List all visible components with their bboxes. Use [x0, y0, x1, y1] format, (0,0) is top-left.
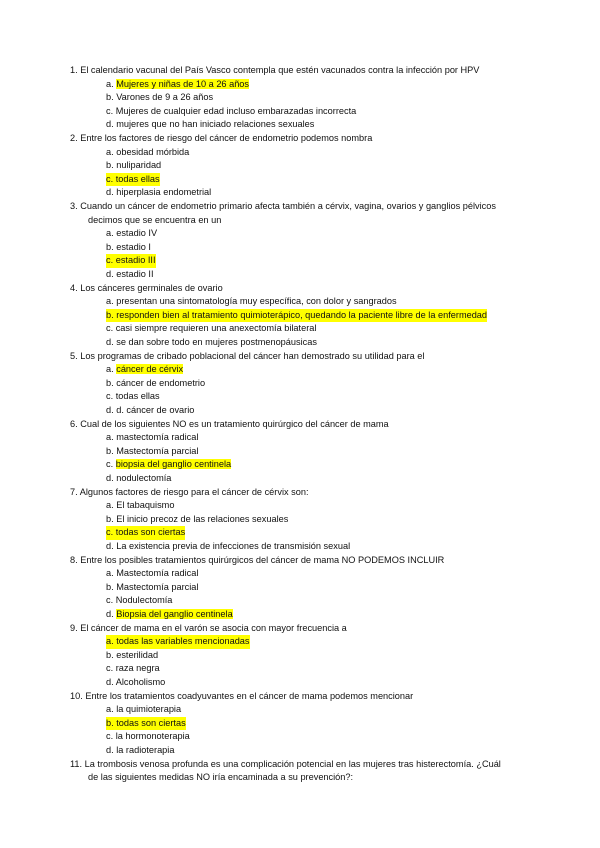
question-text: 3. Cuando un cáncer de endometrio primario afecta también a cérvix, vagina, ovarios y ganglios pélvicos: [70, 201, 496, 211]
answer-option: [106, 594, 172, 608]
option-text: obesidad mórbida: [116, 146, 190, 157]
option-text: nuliparidad: [116, 160, 162, 171]
highlighted-answer: biopsia del ganglio centinela: [115, 459, 232, 470]
answer-option: [106, 717, 186, 731]
option-prefix: d.: [106, 119, 117, 130]
option-text: mujeres que no han iniciado relaciones sexuales: [116, 119, 315, 130]
answer-option: [106, 295, 397, 309]
answer-option: [106, 254, 156, 268]
option-prefix: a.: [106, 364, 117, 375]
answer-option: [106, 458, 231, 472]
option-prefix: d.: [106, 745, 117, 755]
question-3: [70, 200, 540, 227]
answer-option: [106, 431, 198, 445]
option-text: se dan sobre todo en mujeres postmenopáusicas: [116, 337, 317, 347]
question-text: 1. El calendario vacunal del País Vasco contempla que estén vacunados contra la infección por HPV: [70, 65, 480, 75]
option-prefix: c.: [106, 663, 116, 674]
option-text: nodulectomía: [116, 473, 172, 483]
option-prefix: c.: [106, 731, 116, 742]
highlighted-answer: estadio III: [115, 255, 156, 266]
option-prefix: c.: [106, 527, 116, 538]
option-text: la quimioterapia: [116, 704, 182, 715]
option-text: la hormonoterapia: [115, 731, 190, 742]
answer-option: [106, 146, 189, 160]
question-text: 9. El cáncer de mama en el varón se asocia con mayor frecuencia a: [70, 622, 347, 633]
option-prefix: b.: [106, 513, 117, 524]
answer-option: [106, 159, 161, 173]
option-prefix: b.: [106, 309, 117, 320]
option-text: Nodulectomía: [115, 595, 173, 606]
option-prefix: c.: [106, 105, 116, 116]
option-text: Mastectomía parcial: [116, 581, 199, 592]
option-prefix: a.: [106, 500, 117, 511]
answer-option: [106, 744, 174, 758]
highlighted-answer: Biopsia del ganglio centinela: [116, 609, 233, 619]
answer-option: [106, 227, 157, 241]
answer-option: [106, 78, 249, 92]
option-prefix: c.: [106, 595, 116, 606]
highlighted-answer: responden bien al tratamiento quimioterápico, quedando la paciente libre de la enfermedad: [116, 309, 488, 320]
answer-option: [106, 118, 314, 132]
answer-option: [106, 581, 198, 595]
option-prefix: a.: [106, 296, 117, 307]
option-prefix: a.: [106, 568, 117, 579]
answer-option: [106, 499, 174, 513]
option-text: mastectomía radical: [116, 432, 199, 443]
question-text: 7. Algunos factores de riesgo para el cáncer de cérvix son:: [70, 486, 309, 497]
option-prefix: d.: [106, 405, 117, 415]
option-prefix: b.: [106, 649, 117, 660]
option-prefix: d.: [106, 337, 117, 347]
question-text: 5. Los programas de cribado poblacional del cáncer han demostrado su utilidad para el: [70, 350, 425, 361]
question-8: [70, 554, 540, 568]
option-prefix: b.: [106, 92, 117, 103]
option-prefix: b.: [106, 241, 117, 252]
option-prefix: c.: [106, 459, 116, 470]
answer-option: [106, 635, 250, 649]
option-text: Mujeres de cualquier edad incluso embarazadas incorrecta: [115, 105, 357, 116]
highlighted-answer: Mujeres y niñas de 10 a 26 años: [116, 78, 250, 89]
option-prefix: a.: [106, 432, 117, 443]
option-text: estadio II: [116, 269, 154, 279]
answer-option: [106, 526, 185, 540]
option-text: estadio I: [116, 241, 151, 252]
highlighted-answer: cáncer de cérvix: [116, 364, 184, 375]
question-text: 8. Entre los posibles tratamientos quirúrgicos del cáncer de mama NO PODEMOS INCLUIR: [70, 554, 445, 565]
answer-option: [106, 173, 160, 187]
question-9: [70, 622, 540, 636]
option-prefix: d.: [106, 609, 117, 619]
option-text: El tabaquismo: [116, 500, 175, 511]
answer-option: [106, 336, 317, 350]
option-text: d. cáncer de ovario: [116, 405, 195, 415]
option-prefix: d.: [106, 677, 116, 687]
answer-option: [106, 91, 213, 105]
option-prefix: a.: [106, 228, 117, 239]
answer-option: [106, 105, 356, 119]
answer-option: [106, 241, 151, 255]
answer-option: [106, 676, 165, 690]
option-prefix: d.: [106, 473, 117, 483]
option-prefix: c.: [106, 323, 116, 334]
question-7: [70, 486, 540, 500]
question-text: 2. Entre los factores de riesgo del cáncer de endometrio podemos nombra: [70, 133, 373, 143]
answer-option: [106, 404, 194, 418]
option-prefix: b.: [106, 160, 117, 171]
answer-option: [106, 649, 158, 663]
option-text: Mastectomía parcial: [116, 445, 199, 456]
highlighted-answer: todas ellas: [115, 173, 160, 184]
option-prefix: d.: [106, 541, 117, 551]
option-prefix: a.: [106, 636, 117, 647]
question-2: [70, 132, 540, 146]
answer-option: [106, 377, 205, 391]
question-text: 11. La trombosis venosa profunda es una complicación potencial en las mujeres tras histerectomía. ¿Cuál: [70, 758, 501, 769]
highlighted-answer: todas son ciertas: [115, 527, 186, 538]
option-text: Varones de 9 a 26 años: [116, 92, 214, 103]
answer-option: [106, 390, 160, 404]
option-text: raza negra: [115, 663, 160, 674]
option-text: El inicio precoz de las relaciones sexuales: [116, 513, 289, 524]
option-prefix: c.: [106, 255, 116, 266]
highlighted-answer: todas son ciertas: [116, 717, 186, 728]
answer-option: [106, 186, 211, 200]
answer-option: [106, 730, 190, 744]
question-11: [70, 758, 540, 785]
answer-option: [106, 703, 181, 717]
option-text: todas ellas: [115, 391, 160, 402]
option-prefix: c.: [106, 173, 116, 184]
option-text: cáncer de endometrio: [116, 377, 206, 388]
answer-option: [106, 540, 350, 554]
option-text: estadio IV: [116, 228, 158, 239]
option-prefix: b.: [106, 445, 117, 456]
option-text: hiperplasia endometrial: [116, 187, 212, 198]
question-5: [70, 350, 540, 364]
answer-option: [106, 567, 198, 581]
option-prefix: a.: [106, 146, 117, 157]
answer-option: [106, 662, 160, 676]
question-text: 10. Entre los tratamientos coadyuvantes en el cáncer de mama podemos mencionar: [70, 690, 414, 701]
answer-option: [106, 322, 316, 336]
option-text: Mastectomía radical: [116, 568, 199, 579]
option-text: La existencia previa de infecciones de transmisión sexual: [116, 541, 351, 551]
answer-option: [106, 363, 183, 377]
option-prefix: d.: [106, 269, 117, 279]
answer-option: [106, 608, 233, 622]
option-prefix: b.: [106, 377, 117, 388]
option-text: casi siempre requieren una anexectomía bilateral: [115, 323, 317, 334]
question-10: [70, 690, 540, 704]
option-prefix: a.: [106, 78, 117, 89]
answer-option: [106, 513, 288, 527]
option-prefix: a.: [106, 704, 117, 715]
option-prefix: b.: [106, 581, 117, 592]
option-prefix: d.: [106, 187, 117, 198]
option-text: presentan una sintomatología muy específica, con dolor y sangrados: [116, 296, 397, 307]
question-text: 4. Los cánceres germinales de ovario: [70, 282, 223, 293]
answer-option: [106, 472, 171, 486]
highlighted-answer: todas las variables mencionadas: [116, 636, 250, 647]
option-text: la radioterapia: [116, 745, 175, 755]
option-prefix: b.: [106, 717, 117, 728]
option-prefix: c.: [106, 391, 116, 402]
question-text: 6. Cual de los siguientes NO es un tratamiento quirúrgico del cáncer de mama: [70, 418, 389, 429]
answer-option: [106, 445, 198, 459]
question-6: [70, 418, 540, 432]
question-4: [70, 282, 540, 296]
option-text: esterilidad: [116, 649, 159, 660]
answer-option: [106, 309, 487, 323]
question-text-continued: decimos que se encuentra en un: [88, 214, 222, 225]
answer-option: [106, 268, 154, 282]
option-text: Alcoholismo: [115, 677, 166, 687]
question-1: [70, 64, 540, 78]
question-text-continued: de las siguientes medidas NO iría encaminada a su prevención?:: [88, 772, 354, 783]
